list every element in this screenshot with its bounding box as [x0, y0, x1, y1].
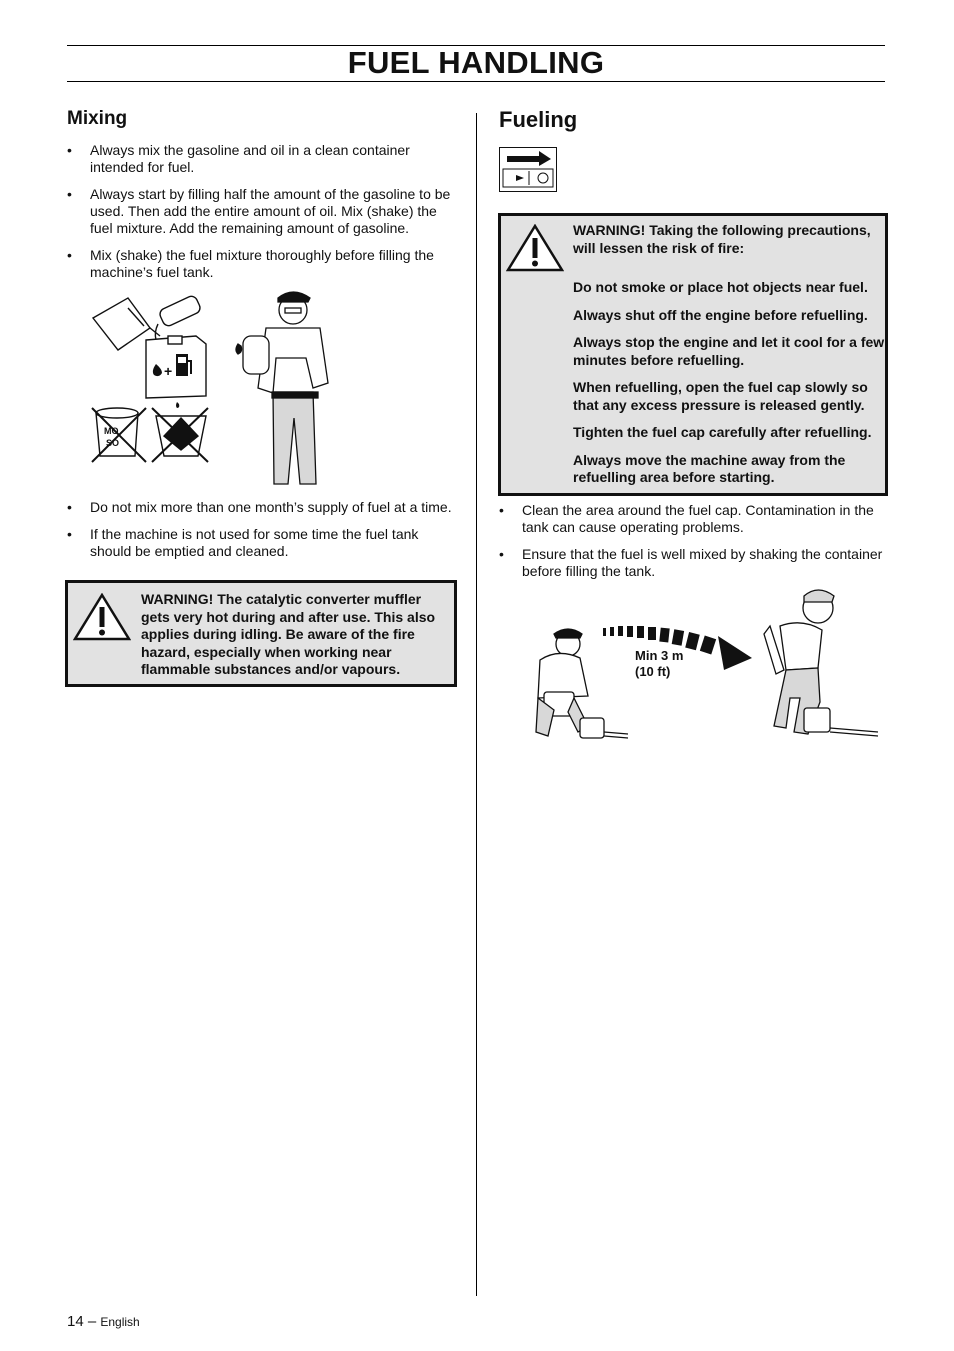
- list-item: • Ensure that the fuel is well mixed by shaking the container before filling the tank.: [499, 546, 887, 580]
- oil-bottle-icon: [155, 294, 202, 340]
- list-item: • If the machine is not used for some time the fuel tank should be emptied and cleaned.: [67, 526, 462, 560]
- person-starting-figure: [764, 590, 878, 736]
- muffler-warning-text: WARNING! The catalytic converter muffler gets very hot during and after use. This also applies during idling. Be aware of the fire hazard, especially when working near flammable substances and/or vapours.: [141, 591, 436, 677]
- list-item: • Clean the area around the fuel cap. Contamination in the tank can cause operating problems.: [499, 502, 887, 536]
- warning-item: When refuelling, open the fuel cap slowly so that any excess pressure is released gently.: [573, 379, 868, 413]
- fueling-list: [499, 502, 887, 590]
- column-divider: [476, 113, 477, 1296]
- fire-risk-warning-text: [573, 222, 885, 487]
- reference-arrow-icon: [499, 147, 558, 193]
- refuel-distance-illustration: [518, 586, 882, 750]
- warning-triangle-icon: [506, 224, 564, 272]
- mixing-list-top: [67, 142, 457, 291]
- page-title: FUEL HANDLING: [347, 45, 605, 80]
- svg-text:SO: SO: [106, 438, 120, 448]
- list-item: • Always start by filling half the amount of the gasoline to be used. Then add the entire amount of oil. Mix (shake) the fuel mixture. Add the remaining amount of gasoline.: [67, 186, 457, 237]
- mixing-heading: Mixing: [67, 108, 128, 129]
- warning-intro: WARNING! Taking the following precautions, will lessen the risk of fire:: [573, 222, 871, 256]
- fueling-heading: Fueling: [499, 107, 578, 132]
- list-item: • Always mix the gasoline and oil in a clean container intended for fuel.: [67, 142, 457, 176]
- fire-risk-warning-box: [498, 213, 888, 496]
- warning-item: Tighten the fuel cap carefully after refuelling.: [573, 424, 872, 440]
- person-shaking-figure: [236, 292, 328, 484]
- warning-item: Always shut off the engine before refuelling.: [573, 306, 868, 323]
- mixing-illustration: [88, 288, 350, 488]
- warning-item: Always move the machine away from the refuelling area before starting.: [573, 451, 846, 485]
- distance-label: Min 3 m: [635, 648, 684, 663]
- page-footer: [67, 1313, 140, 1330]
- list-item: • Do not mix more than one month’s supply of fuel at a time.: [67, 499, 462, 516]
- title-underline: [67, 81, 885, 82]
- footer-language: English: [100, 1315, 140, 1329]
- list-item: • Mix (shake) the fuel mixture thoroughly before filling the machine’s fuel tank.: [67, 247, 457, 281]
- mixing-list-bottom: [67, 499, 462, 570]
- distance-label-imperial: (10 ft): [635, 664, 671, 679]
- muffler-warning-box: [65, 580, 457, 687]
- person-refuelling-figure: [536, 629, 628, 738]
- wrong-container-icon: [92, 408, 146, 462]
- warning-triangle-icon: [73, 593, 131, 641]
- wrong-bucket-icon: [152, 408, 208, 462]
- svg-text:+: +: [164, 363, 173, 379]
- warning-item: Do not smoke or place hot objects near fuel.: [573, 279, 868, 295]
- warning-item: Always stop the engine and let it cool for a few minutes before refuelling.: [573, 334, 885, 368]
- page-number: 14 –: [67, 1313, 97, 1330]
- svg-text:MO: MO: [104, 426, 119, 436]
